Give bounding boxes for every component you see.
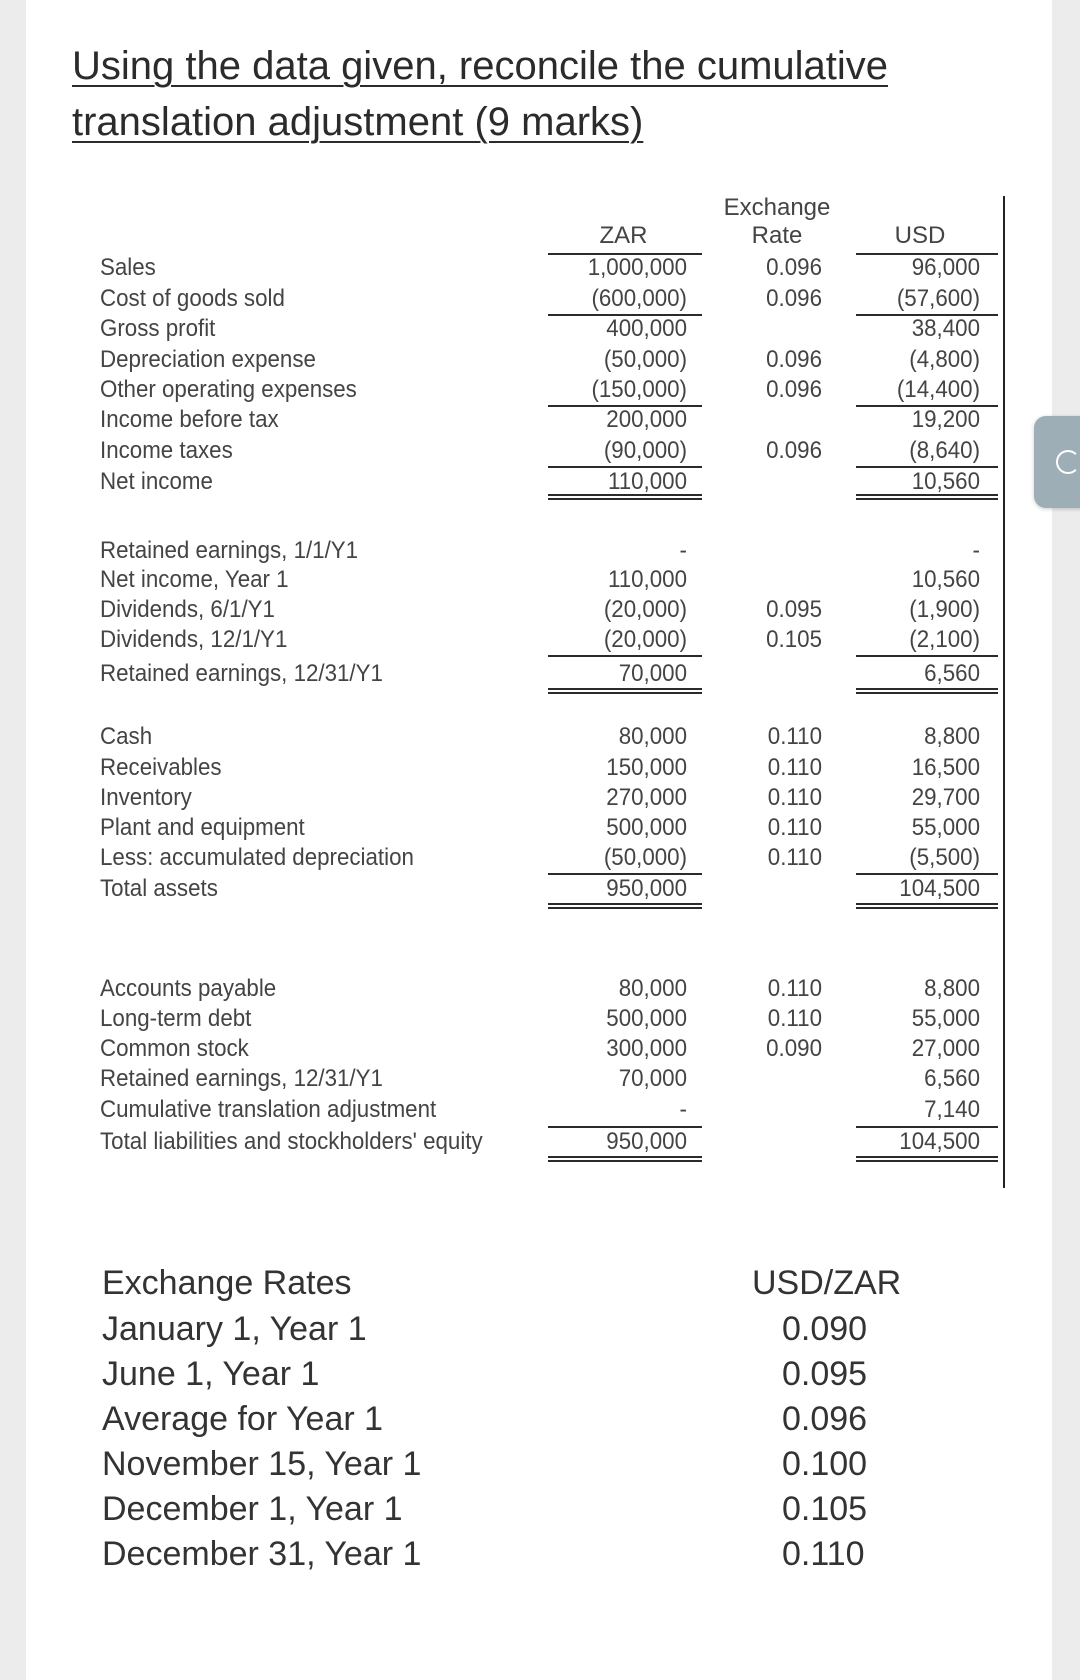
zar-value: 270,000 — [606, 784, 687, 811]
usd-value: 104,500 — [899, 875, 980, 902]
rate-value: 0.110 — [767, 844, 822, 871]
row-label: Dividends, 12/1/Y1 — [100, 626, 288, 653]
total-double-rule — [856, 903, 998, 909]
row-label: Accounts payable — [100, 975, 277, 1002]
rate-value: 0.096 — [766, 254, 822, 281]
rate-value: 0.096 — [766, 285, 822, 312]
rate-value: 0.110 — [767, 1005, 822, 1032]
usd-value: (4,800) — [909, 346, 980, 373]
usd-value: 8,800 — [924, 975, 980, 1002]
total-double-rule — [548, 1156, 702, 1162]
usd-value: 6,560 — [924, 660, 980, 687]
zar-value: 500,000 — [606, 814, 687, 841]
rate-value: 0.090 — [766, 1035, 822, 1062]
row-label: Depreciation expense — [100, 346, 316, 373]
row-label: Receivables — [100, 754, 222, 781]
usd-value: 16,500 — [911, 754, 980, 781]
usd-value: (8,640) — [909, 437, 980, 464]
rate-value: 0.110 — [782, 1535, 865, 1573]
total-double-rule — [856, 494, 998, 500]
usd-value: 104,500 — [899, 1128, 980, 1155]
row-label: Retained earnings, 12/31/Y1 — [100, 660, 383, 687]
total-double-rule — [856, 688, 998, 694]
zar-value: (150,000) — [591, 376, 687, 403]
floating-side-button[interactable] — [1034, 416, 1080, 508]
row-label: Total assets — [100, 875, 218, 902]
usd-value: (14,400) — [896, 376, 980, 403]
row-label: Retained earnings, 1/1/Y1 — [100, 537, 359, 564]
usd-value: 27,000 — [911, 1035, 980, 1062]
total-double-rule — [548, 903, 702, 909]
row-label: Net income — [100, 468, 213, 495]
rate-value: 0.110 — [767, 754, 822, 781]
zar-value: (50,000) — [603, 346, 687, 373]
row-label: Common stock — [100, 1035, 249, 1062]
header-exchange: Exchange — [723, 194, 831, 221]
row-label: Other operating expenses — [100, 376, 357, 403]
zar-value: - — [679, 537, 687, 564]
zar-value: (90,000) — [603, 437, 687, 464]
zar-value: 400,000 — [606, 315, 687, 342]
zar-value: 300,000 — [606, 1035, 687, 1062]
rate-value: 0.096 — [766, 437, 822, 464]
row-label: Long-term debt — [100, 1005, 252, 1032]
rate-value: 0.110 — [767, 723, 822, 750]
rate-value: 0.096 — [766, 346, 822, 373]
zar-value: (20,000) — [603, 626, 687, 653]
rate-value: 0.110 — [767, 975, 822, 1002]
row-label: Plant and equipment — [100, 814, 305, 841]
header-zar: ZAR — [599, 222, 648, 249]
refresh-icon — [1056, 450, 1080, 474]
question-title: Using the data given, reconcile the cumulative translation adjustment (9 marks) — [72, 44, 889, 144]
row-label: Net income, Year 1 — [100, 566, 289, 593]
rate-value: 0.105 — [766, 626, 822, 653]
subtotal-rule — [856, 655, 998, 657]
zar-value: 150,000 — [606, 754, 687, 781]
rate-date: June 1, Year 1 — [102, 1355, 320, 1393]
rate-value: 0.095 — [766, 596, 822, 623]
rate-value: 0.090 — [782, 1310, 868, 1348]
row-label: Retained earnings, 12/31/Y1 — [100, 1065, 383, 1092]
usd-zar-heading: USD/ZAR — [752, 1264, 902, 1302]
usd-value: (1,900) — [909, 596, 980, 623]
zar-value: 70,000 — [618, 1065, 687, 1092]
exchange-rates-heading: Exchange Rates — [102, 1264, 352, 1302]
usd-value: - — [972, 537, 980, 564]
usd-value: 38,400 — [911, 315, 980, 342]
zar-value: 950,000 — [606, 875, 687, 902]
usd-value: (2,100) — [909, 626, 980, 653]
row-label: Dividends, 6/1/Y1 — [100, 596, 275, 623]
zar-value: 1,000,000 — [587, 254, 687, 281]
usd-value: 19,200 — [911, 406, 980, 433]
usd-value: 29,700 — [911, 784, 980, 811]
rate-date: November 15, Year 1 — [102, 1445, 422, 1483]
rate-value: 0.105 — [782, 1490, 868, 1528]
zar-value: 950,000 — [606, 1128, 687, 1155]
usd-value: 10,560 — [911, 468, 980, 495]
row-label: Cost of goods sold — [100, 285, 285, 312]
row-label: Inventory — [100, 784, 192, 811]
total-double-rule — [856, 1156, 998, 1162]
rate-date: December 31, Year 1 — [102, 1535, 422, 1573]
rate-value: 0.095 — [782, 1355, 868, 1393]
subtotal-rule — [548, 655, 702, 657]
zar-value: 70,000 — [618, 660, 687, 687]
header-rate: Rate — [751, 222, 803, 249]
usd-value: 6,560 — [924, 1065, 980, 1092]
row-label: Cash — [100, 723, 153, 750]
zar-value: (20,000) — [603, 596, 687, 623]
usd-value: 55,000 — [911, 1005, 980, 1032]
zar-value: 110,000 — [607, 468, 687, 495]
row-label: Cumulative translation adjustment — [100, 1096, 437, 1123]
zar-value: (600,000) — [591, 285, 687, 312]
zar-value: 80,000 — [618, 975, 687, 1002]
rate-date: January 1, Year 1 — [102, 1310, 367, 1348]
total-double-rule — [548, 494, 702, 500]
zar-value: 110,000 — [607, 566, 687, 593]
total-double-rule — [548, 688, 702, 694]
usd-value: 96,000 — [911, 254, 980, 281]
usd-value: 55,000 — [911, 814, 980, 841]
header-usd: USD — [894, 222, 946, 249]
rate-value: 0.110 — [767, 814, 822, 841]
usd-value: 10,560 — [911, 566, 980, 593]
rate-date: Average for Year 1 — [102, 1400, 384, 1438]
usd-value: 8,800 — [924, 723, 980, 750]
rate-value: 0.100 — [782, 1445, 868, 1483]
right-border-line — [1003, 196, 1005, 1188]
row-label: Income taxes — [100, 437, 233, 464]
rate-value: 0.096 — [782, 1400, 868, 1438]
row-label: Income before tax — [100, 406, 279, 433]
row-label: Total liabilities and stockholders' equity — [100, 1128, 483, 1155]
row-label: Sales — [100, 254, 156, 281]
zar-value: (50,000) — [603, 844, 687, 871]
usd-value: (57,600) — [896, 285, 980, 312]
rate-date: December 1, Year 1 — [102, 1490, 403, 1528]
row-label: Less: accumulated depreciation — [100, 844, 414, 871]
zar-value: - — [679, 1096, 687, 1123]
usd-value: 7,140 — [924, 1096, 980, 1123]
rate-value: 0.096 — [766, 376, 822, 403]
zar-value: 80,000 — [618, 723, 687, 750]
zar-value: 500,000 — [606, 1005, 687, 1032]
usd-value: (5,500) — [909, 844, 980, 871]
row-label: Gross profit — [100, 315, 216, 342]
rate-value: 0.110 — [767, 784, 822, 811]
zar-value: 200,000 — [606, 406, 687, 433]
